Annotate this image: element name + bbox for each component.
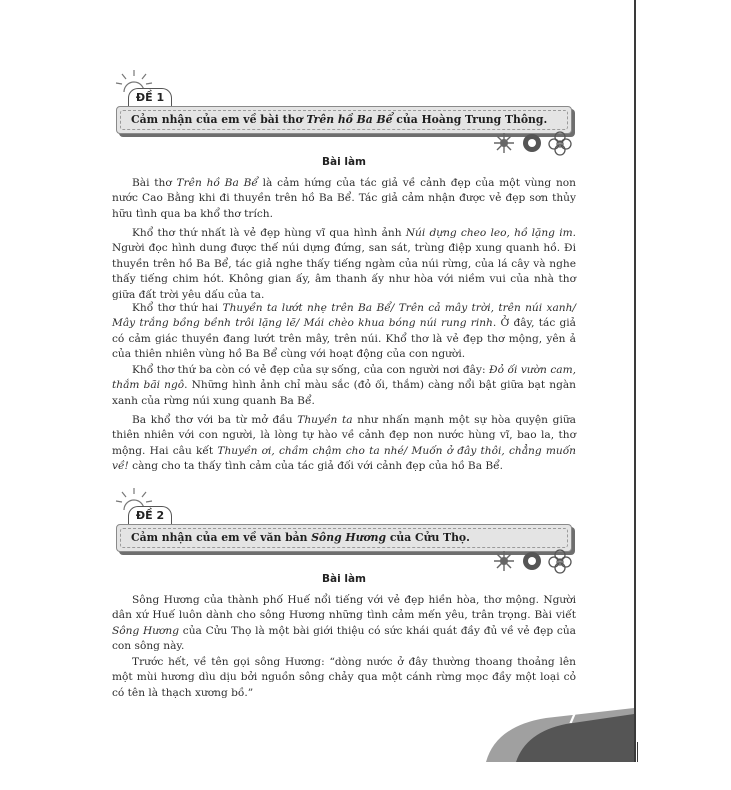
page-number: 7: [567, 712, 577, 727]
flower-decoration-icon: [494, 548, 574, 574]
answer-heading-1: Bài làm: [322, 156, 366, 168]
paragraph: Ba khổ thơ với ba từ mở đầu Thuyền ta như nhấn mạnh một sự hòa quyện giữa thiên nhiên với con người, là lòng tự hào về cảnh đẹp non nước hùng vĩ, bao la, thơ mộng. Hai câu kết Thuyền ơi, chầm chậm cho ta nhé/ Muốn ở đây thôi, chẳng muốn về! càng cho ta thấy tình cảm của tác giả đối với cảnh đẹp của hồ Ba Bể.: [112, 414, 576, 473]
paragraph: Bài thơ Trên hồ Ba Bể là cảm hứng của tác giả về cảnh đẹp của một vùng non nước Cao Bằng khi đi thuyền trên hồ Ba Bể. Tác giả cảm nhận được vẻ đẹp sơn thủy hữu tình qua ba khổ thơ trích.: [112, 177, 576, 220]
exercise-label: ĐỀ 1: [128, 88, 172, 107]
page-edge: [634, 0, 636, 762]
page-edge-tick: [637, 742, 638, 762]
exercise-title: Cảm nhận của em về văn bản Sông Hương của Cửu Thọ.: [131, 531, 470, 544]
exercise-title: Cảm nhận của em về bài thơ Trên hồ Ba Bể của Hoàng Trung Thông.: [131, 113, 548, 126]
paragraph: Khổ thơ thứ nhất là vẻ đẹp hùng vĩ qua hình ảnh Núi dựng cheo leo, hồ lặng im. Người đọc hình dung được thế núi dựng đứng, san sát, trùng điệp xung quanh hồ. Đi thuyền trên hồ Ba Bể, tác giả nghe thấy tiếng ngàm của núi rừng, của lá cây và nghe thấy tiếng chim hót. Không gian ấy, âm thanh ấy như hòa với niềm vui của nhà thơ giữa đất trời yêu dấu của ta.: [112, 227, 576, 301]
paragraph: Khổ thơ thứ hai Thuyền ta lướt nhẹ trên Ba Bể/ Trên cả mây trời, trên núi xanh/ Mây trắng bồng bềnh trôi lặng lẽ/ Mái chèo khua bóng núi rung rinh. Ở đây, tác giả có cảm giác thuyền đang lướt trên mây, trên núi. Khổ thơ là vẻ đẹp thơ mộng, yên ả của thiên nhiên vùng hồ Ba Bể cùng với hoạt động của con người.: [112, 302, 577, 361]
paragraph: Sông Hương của thành phố Huế nổi tiếng với vẻ đẹp hiền hòa, thơ mộng. Người dân xứ Huế luôn dành cho sông Hương những tình cảm mến yêu, trân trọng. Bài viết Sông Hương của Cửu Thọ là một bài giới thiệu có sức khái quát đầy đủ về vẻ đẹp của con sông này.: [112, 594, 576, 653]
answer-heading-2: Bài làm: [322, 573, 366, 585]
flower-decoration-icon: [494, 130, 574, 156]
paragraph: Khổ thơ thứ ba còn có vẻ đẹp của sự sống, của con người nơi đây: Đỏ ối vườn cam, thắm bãi ngô. Những hình ảnh chỉ màu sắc (đỏ ối, thắm) càng nổi bật giữa bạt ngàn xanh của rừng núi xung quanh Ba Bể.: [112, 364, 576, 407]
paragraph: Trước hết, về tên gọi sông Hương: “dòng nước ở đây thường thoang thoảng lên một mùi hương dìu dịu bởi nguồn sông chảy qua một cánh rừng mọc đầy một loại cỏ có tên là thạch xương bồ.”: [112, 656, 576, 699]
exercise-label: ĐỀ 2: [128, 506, 172, 525]
